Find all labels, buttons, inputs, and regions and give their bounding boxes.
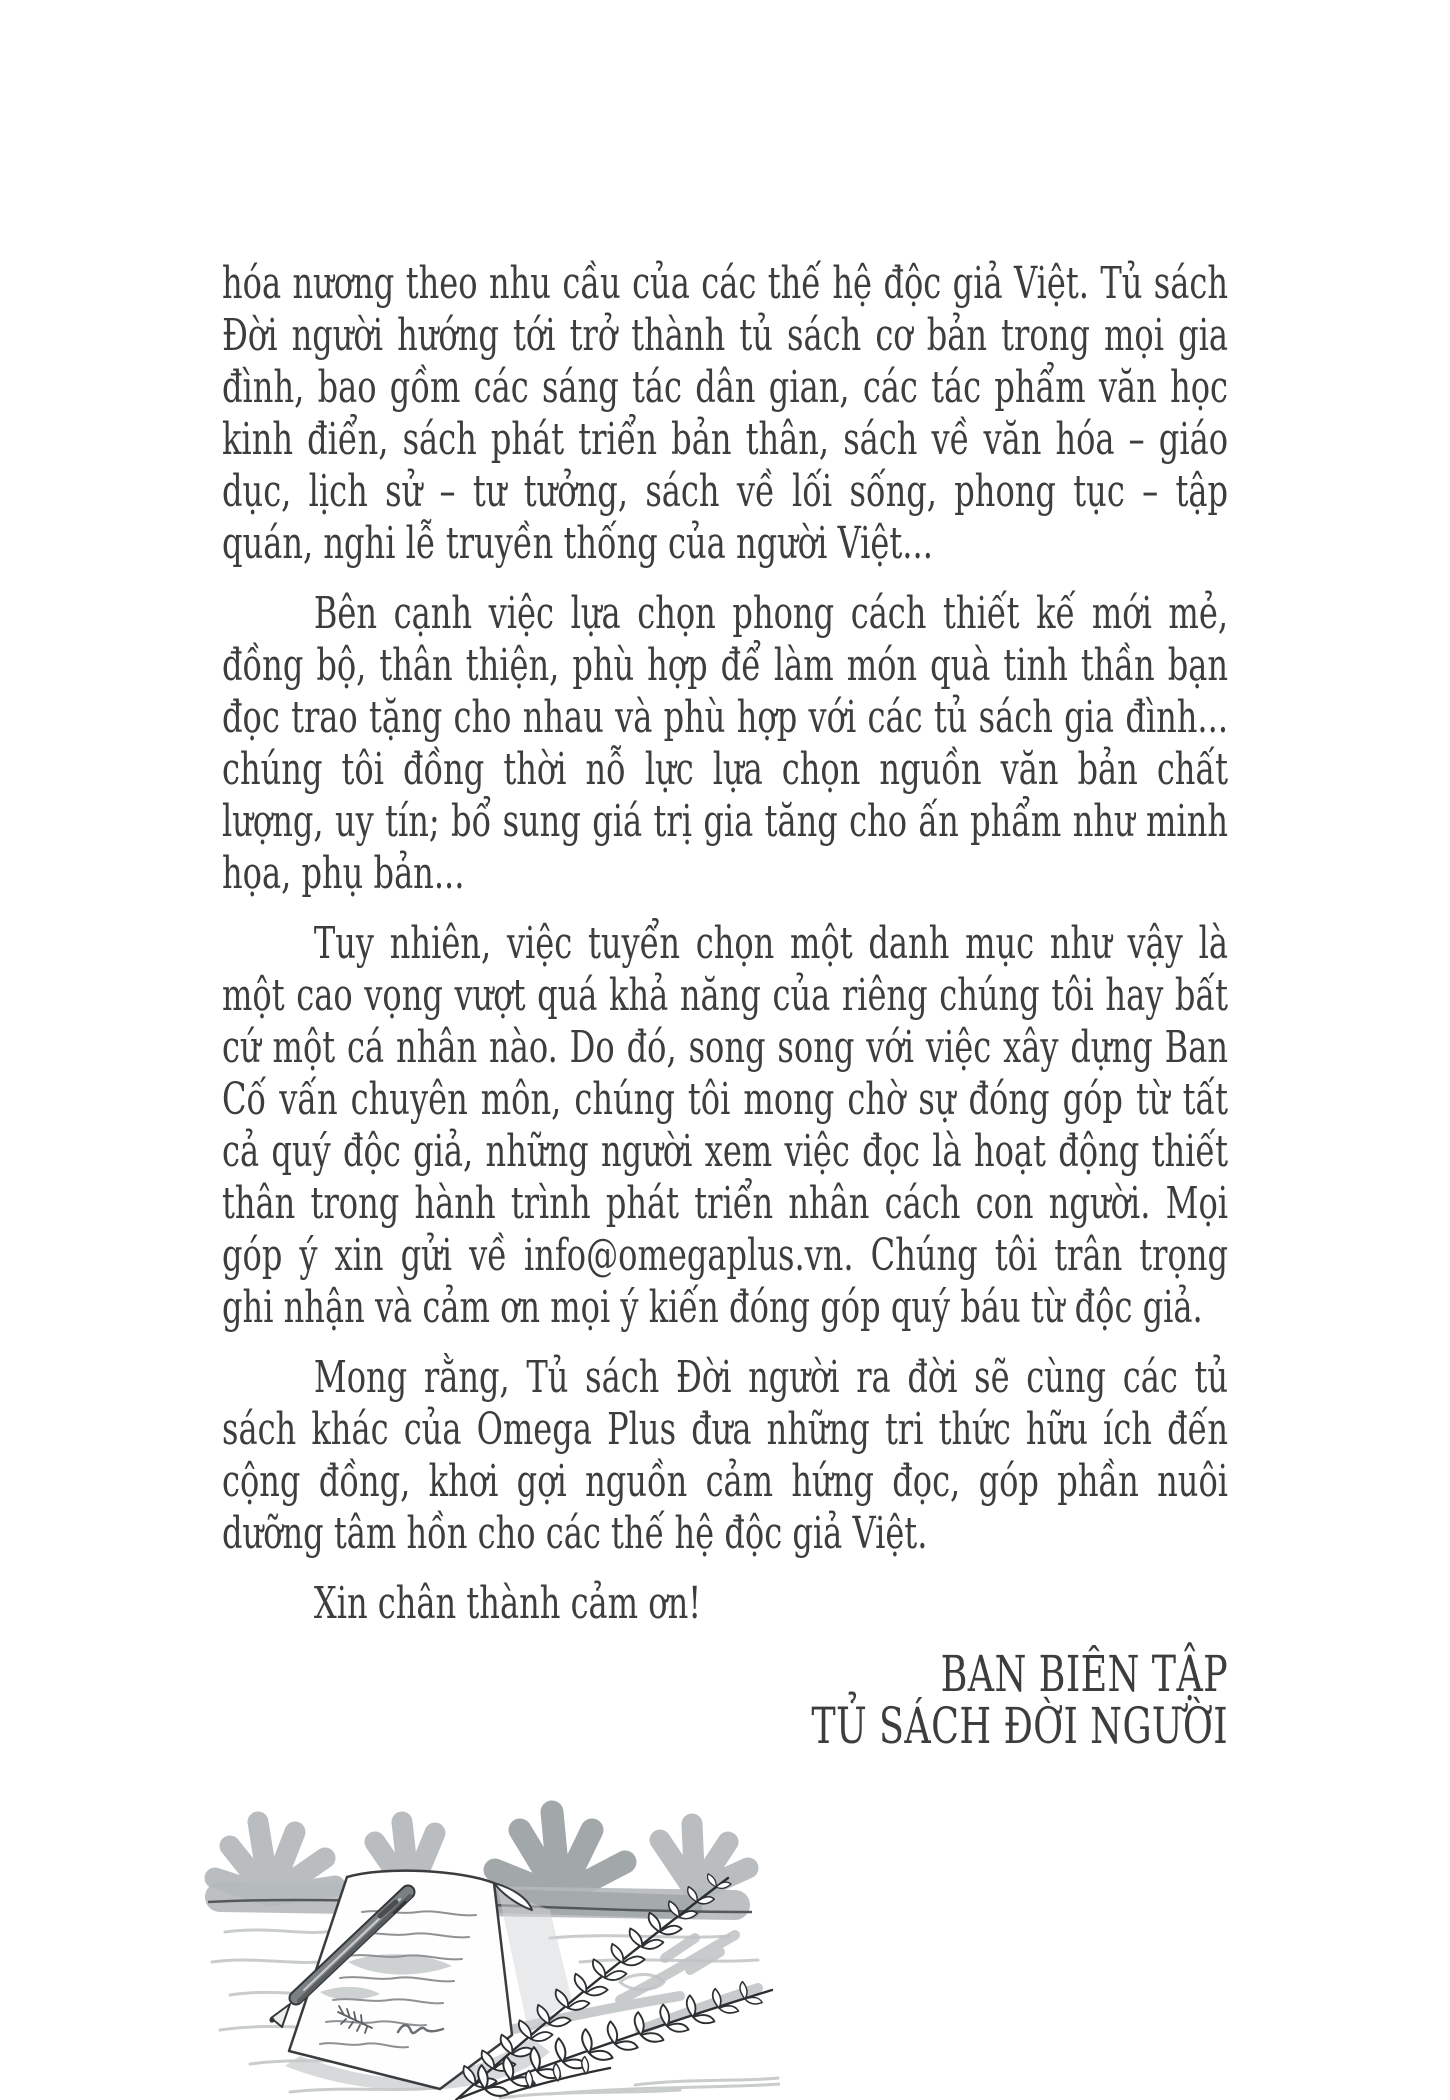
- paragraph-2: Bên cạnh việc lựa chọn phong cách thiết kế mới mẻ, đồng bộ, thân thiện, phù hợp để làm món quà tinh thần bạn đọc trao tặng cho nhau và phù hợp với các tủ sách gia đình... chúng tôi đồng thời nỗ lực lựa chọn nguồn văn bản chất lượng, uy tín; bổ sung giá trị gia tăng cho ấn phẩm như minh họa, phụ bản...: [222, 588, 1229, 899]
- closing-line: Xin chân thành cảm ơn!: [313, 1578, 702, 1629]
- paragraph-3: Tuy nhiên, việc tuyển chọn một danh mục như vậy là một cao vọng vượt quá khả năng của riêng chúng tôi hay bất cứ một cá nhân nào. Do đó, song song với việc xây dựng Ban Cố vấn chuyên môn, chúng tôi mong chờ sự đóng góp từ tất cả quý độc giả, những người xem việc đọc là hoạt động thiết thân trong hành trình phát triển nhân cách con người. Mọi góp ý xin gửi về info@omegaplus.vn. Chúng tôi trân trọng ghi nhận và cảm ơn mọi ý kiến đóng góp quý báu từ độc giả.: [222, 918, 1229, 1333]
- paragraph-4: Mong rằng, Tủ sách Đời người ra đời sẽ cùng các tủ sách khác của Omega Plus đưa những tri thức hữu ích đến cộng đồng, khơi gợi nguồn cảm hứng đọc, góp phần nuôi dưỡng tâm hồn cho các thế hệ độc giả Việt.: [222, 1352, 1229, 1559]
- body-text: [222, 258, 1229, 1755]
- signature-editorial-board: BAN BIÊN TẬP: [940, 1645, 1229, 1703]
- paragraph-1: hóa nương theo nhu cầu của các thế hệ độc giả Việt. Tủ sách Đời người hướng tới trở thành tủ sách cơ bản trong mọi gia đình, bao gồm các sáng tác dân gian, các tác phẩm văn học kinh điển, sách phát triển bản thân, sách về văn hóa – giáo dục, lịch sử – tư tưởng, sách về lối sống, phong tục – tập quán, nghi lễ truyền thống của người Việt...: [222, 258, 1229, 569]
- signature-series-name: TỦ SÁCH ĐỜI NGƯỜI: [811, 1697, 1229, 1755]
- pen-paper-fern-sketch: [80, 1700, 780, 2100]
